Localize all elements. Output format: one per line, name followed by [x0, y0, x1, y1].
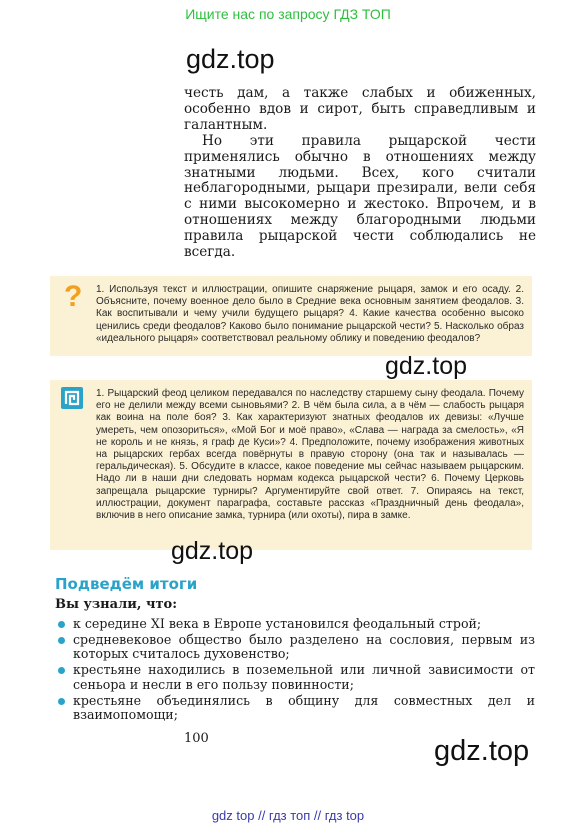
section-title: Подведём итоги: [55, 575, 198, 593]
summary-list: [55, 617, 535, 724]
watermark: gdz.top: [186, 44, 275, 74]
paragraph: Но эти правила рыцарской чести применялись обычно в отношениях между знатными людьми. Всех, кого считали неблагородными, рыцари презирали, вели себя с ними высокомерно и жестоко. Впрочем, и в отношениях между благородными людьми правила рыцарской чести соблюдались не всегда.: [184, 132, 536, 261]
paragraph: честь дам, а также слабых и обиженных, особенно вдов и сирот, быть справедливым и галантным.: [184, 85, 536, 133]
footer-links[interactable]: gdz top // гдз топ // гдз top: [211, 808, 365, 823]
bullet-icon: [58, 637, 65, 644]
learned-heading: Вы узнали, что:: [55, 597, 178, 612]
questions-text: 1. Используя текст и иллюстрации, опишите снаряжение рыцаря, замок и его осаду. 2. Объясните, почему военное дело было в Средние века основным занятием феодалов. 3. Как воспитывали и чему учили будущего рыцаря? 4. Какие качества особенно высоко ценились среди феодалов? Каково было понимание рыцарской чести? 5. Насколько образ «идеального рыцаря» соответствовал реальному облику и поведению феодалов?: [96, 284, 524, 344]
list-item-text: средневековое общество было разделено на сословия, первым из которых считалось духовенство;: [73, 631, 535, 662]
list-item: [55, 633, 535, 662]
list-item: [55, 617, 535, 632]
bullet-icon: [58, 621, 65, 628]
tasks-box: [50, 380, 532, 550]
meander-icon: [61, 387, 83, 409]
top-banner[interactable]: Ищите нас по запросу ГДЗ ТОП: [185, 6, 391, 22]
bullet-icon: [58, 667, 65, 674]
bullet-icon: [58, 698, 65, 705]
list-item-text: крестьяне объединялись в общину для совместных дел и взаимопомощи;: [73, 692, 535, 723]
page-number: 100: [184, 731, 209, 746]
list-item-text: к середине XI века в Европе установился феодальный строй;: [73, 616, 482, 631]
watermark: gdz.top: [434, 735, 530, 767]
list-item: [55, 663, 535, 692]
tasks-text: 1. Рыцарский феод целиком передавался по наследству старшему сыну феодала. Почему его не делили между всеми сыновьями? 2. В чём была сила, а в чём — слабость рыцаря как воина на поле боя? 3. Как характеризуют знатных феодалов их девизы: «Лучше умереть, чем опозориться», «Мой Бог и моё право», «Слава — награда за смелость», «Я не король и не князь, я граф де Куси»? 4. Предположите, почему изображения животных на рыцарских гербах всегда повёрнуты в правую сторону (она так и называлась — геральдическая). 5. Обсудите в классе, какое поведение мы сейчас называем рыцарским. Надо ли в наши дни следовать нормам кодекса рыцарской чести? 6. Почему Церковь запрещала рыцарские турниры? Аргументируйте свой ответ. 7. Опираясь на текст, иллюстрации, документ параграфа, составьте рассказ «Праздничный день феодала», включив в него описание замка, турнира (или охоты), пира в замке.: [96, 388, 524, 522]
list-item-text: крестьяне находились в поземельной или личной зависимости от сеньора и несли в его пользу повинности;: [73, 662, 535, 692]
questions-box: [50, 276, 532, 356]
list-item: [55, 694, 535, 723]
watermark: gdz.top: [385, 352, 468, 380]
body-text: [184, 86, 536, 261]
question-mark-icon: ?: [64, 280, 83, 313]
watermark: gdz.top: [171, 537, 254, 565]
